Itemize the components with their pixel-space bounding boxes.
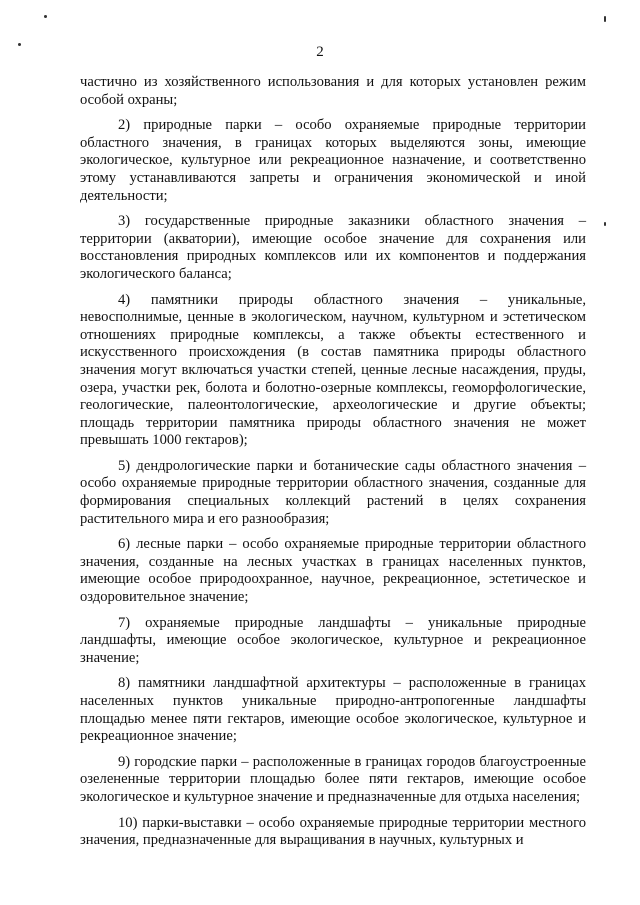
- paragraph: 5) дендрологические парки и ботанические сады областного значения – особо охраняемые природные территории областного значения, созданные для формирования специальных коллекций растений в целях сохранения растительного мира и его разнообразия;: [80, 457, 586, 527]
- document-body: [80, 74, 586, 858]
- scan-speck: [604, 222, 606, 226]
- paragraph: частично из хозяйственного использования и для которых установлен режим особой охраны;: [80, 74, 586, 108]
- scan-speck: [604, 16, 606, 22]
- paragraph: 9) городские парки – расположенные в границах городов благоустроенные озелененные территории площадью более пяти гектаров, имеющие особое экологическое и культурное значение и предназначенные для отдыха населения;: [80, 753, 586, 805]
- paragraph: 10) парки-выставки – особо охраняемые природные территории местного значения, предназначенные для выращивания в научных, культурных и: [80, 814, 586, 849]
- scan-speck: [44, 15, 47, 18]
- paragraph: 2) природные парки – особо охраняемые природные территории областного значения, в границах которых выделяются зоны, имеющие экологическое, культурное или рекреационное назначение, и соответственно этому устанавливаются запреты и ограничения экономической и иной деятельности;: [80, 117, 586, 204]
- paragraph: 7) охраняемые природные ландшафты – уникальные природные ландшафты, имеющие особое экологическое, культурное и рекреационное значение;: [80, 614, 586, 666]
- paragraph: 8) памятники ландшафтной архитектуры – расположенные в границах населенных пунктов уникальные природно-антропогенные ландшафты площадью менее пяти гектаров, имеющие особое экологическое, культурное и рекреационное значение;: [80, 675, 586, 745]
- paragraph: 6) лесные парки – особо охраняемые природные территории областного значения, созданные на лесных участках в границах населенных пунктов, имеющие особое природоохранное, научное, рекреационное, эстетическое и оздоровительное значение;: [80, 536, 586, 606]
- paragraph: 3) государственные природные заказники областного значения – территории (акватории), имеющие особое значение для сохранения или восстановления природных комплексов или их компонентов и поддержания экологического баланса;: [80, 213, 586, 282]
- page-number: 2: [316, 44, 324, 60]
- paragraph: 4) памятники природы областного значения – уникальные, невосполнимые, ценные в экологическом, научном, культурном и эстетическом отношениях природные комплексы, а также объекты естественного и искусственного происхождения (в состав памятника природы областного значения могут включаться участки степей, ценные лесные насаждения, пруды, озера, участки рек, болота и болотно-озерные комплексы, геоморфологические, геологические, палеонтологические, археологические и другие объекты; площадь территории памятника природы областного значения не может превышать 1000 гектаров);: [80, 291, 586, 449]
